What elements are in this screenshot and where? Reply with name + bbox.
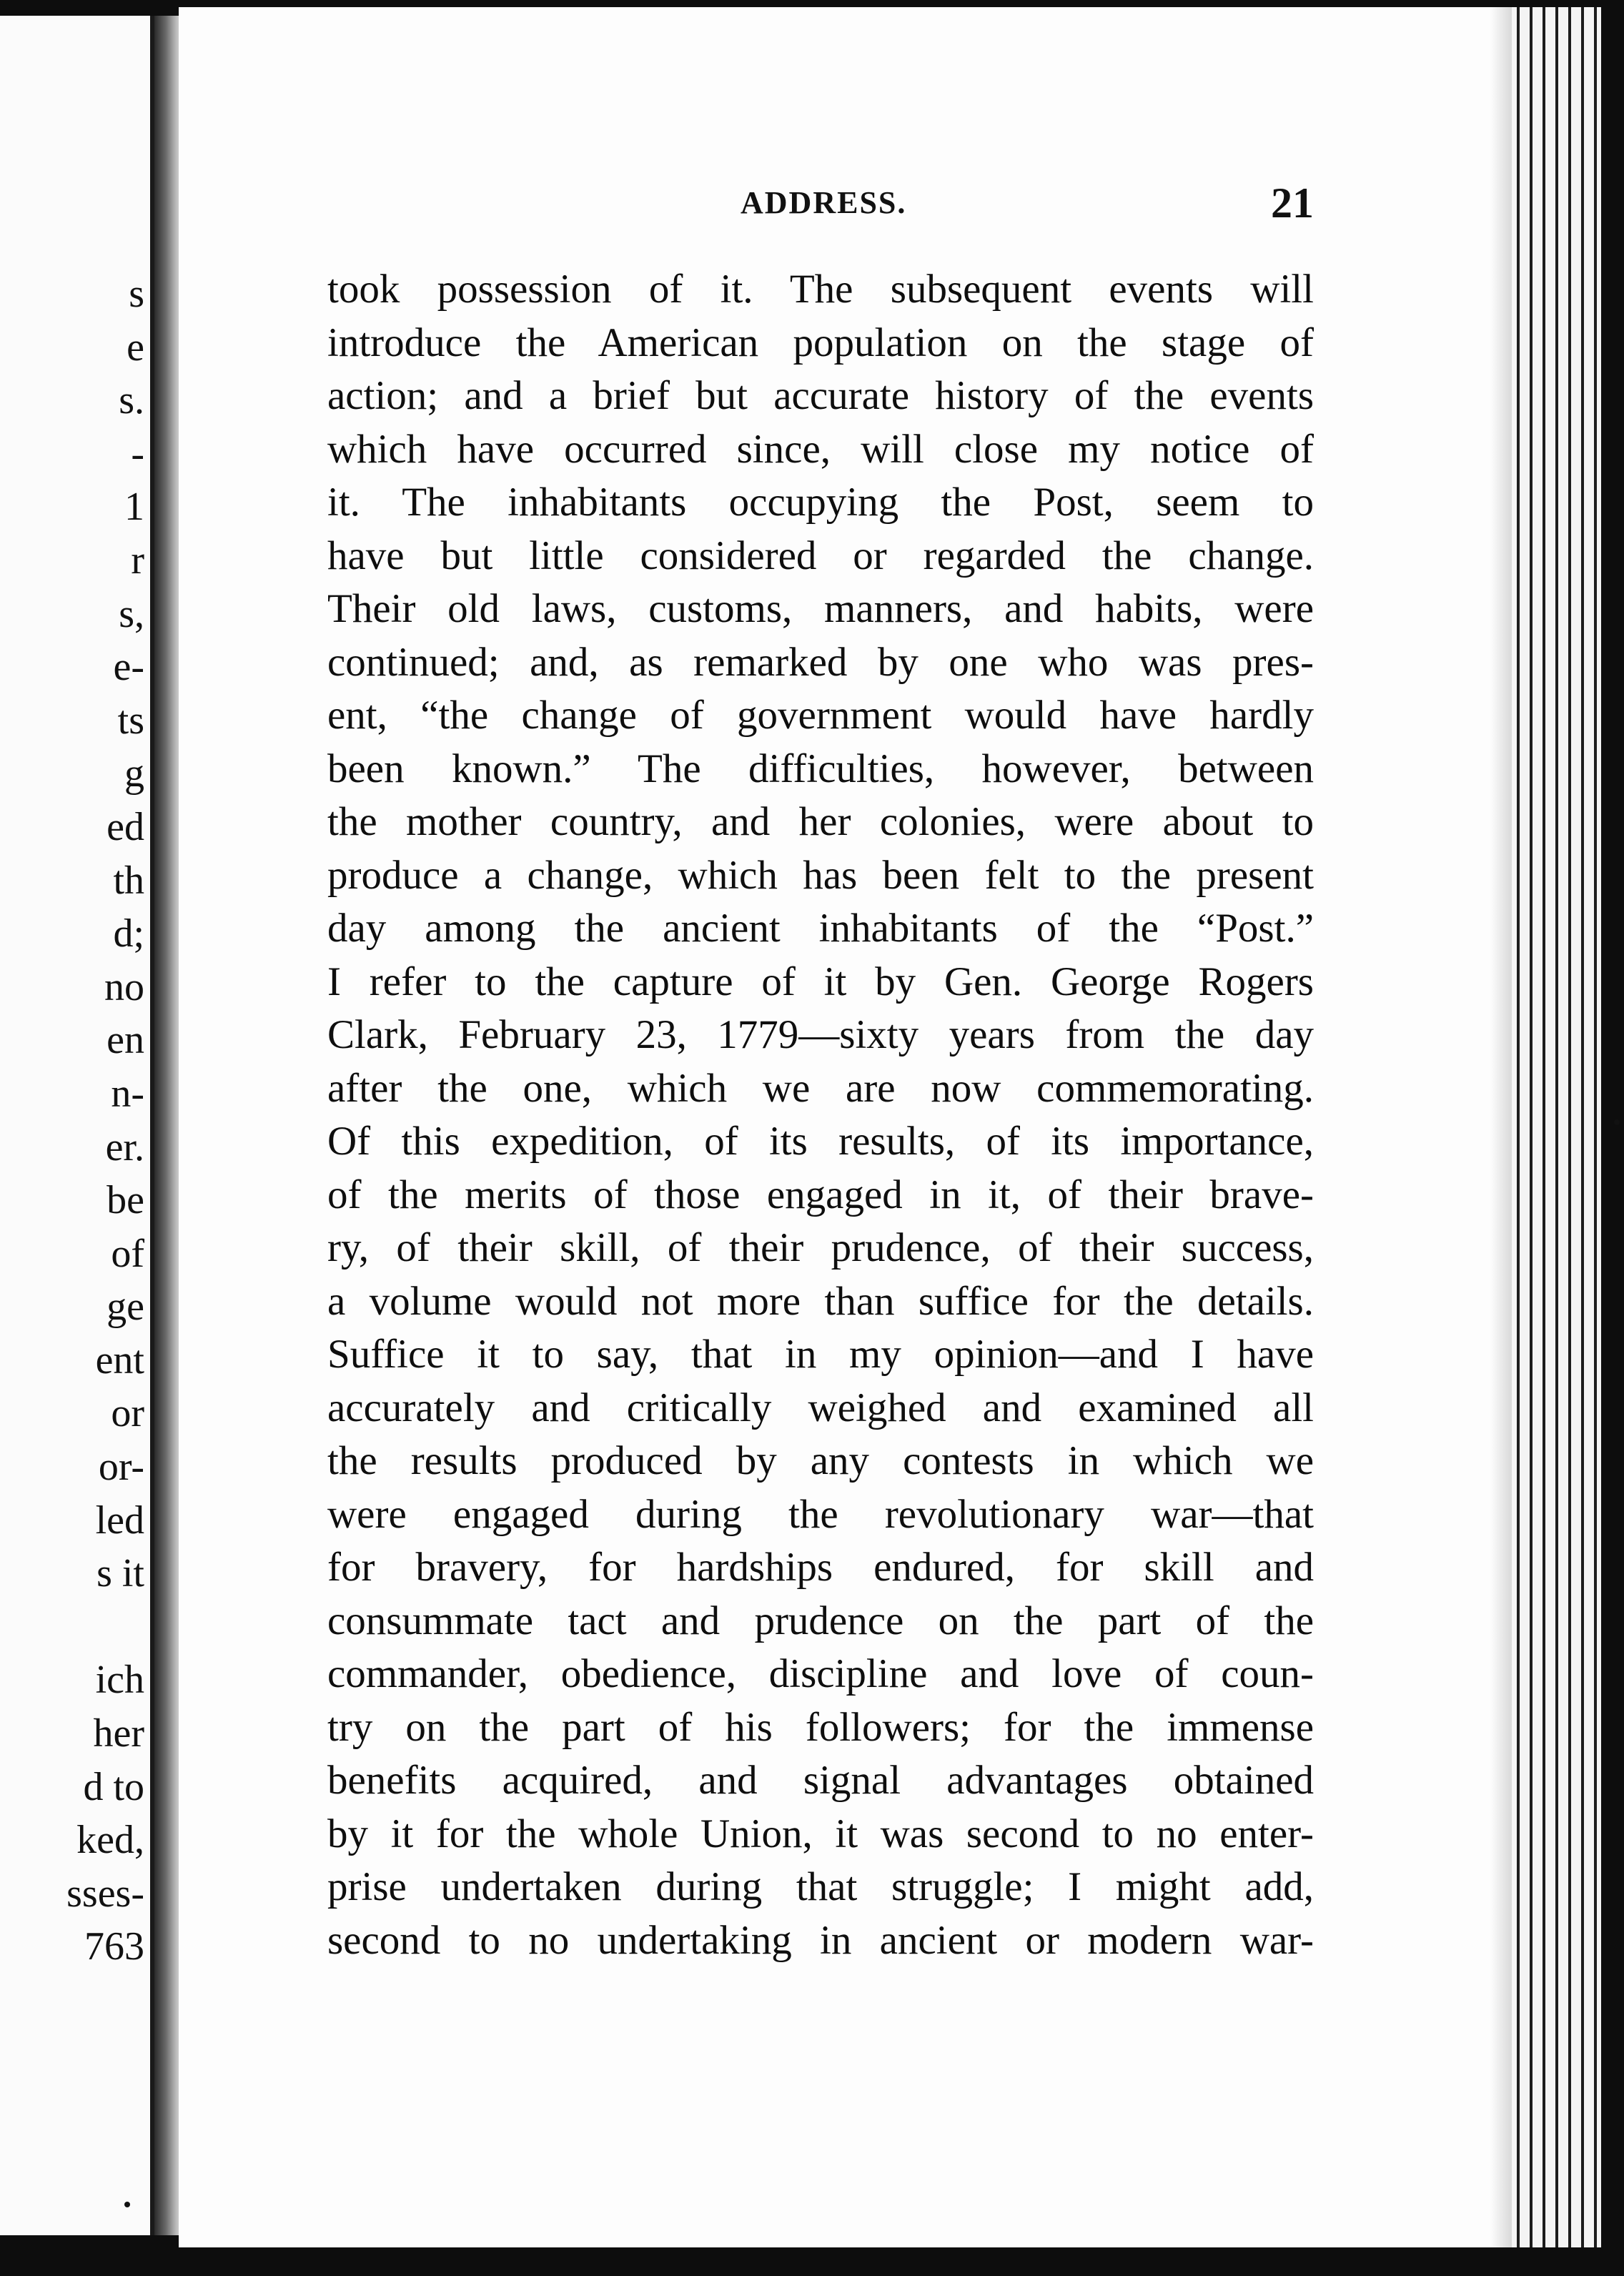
text-line: a volume would not more than suffice for the details. (327, 1278, 1314, 1324)
text-line: for bravery, for hardships endured, for skill and (327, 1545, 1314, 1590)
text-line: continued; and, as remarked by one who was pres- (327, 639, 1314, 685)
text-line: introduce the American population on the stage of (327, 320, 1314, 365)
fragment-line: led (95, 1498, 144, 1543)
text-line: it. The inhabitants occupying the Post, seem to (327, 480, 1314, 525)
facing-page-edge (0, 16, 154, 2235)
fragment-line: s. (119, 378, 144, 423)
text-line: of the merits of those engaged in it, of their brave- (327, 1172, 1314, 1217)
text-line: after the one, which we are now commemorating. (327, 1065, 1314, 1111)
fragment-line: 1 (124, 485, 144, 530)
scan-speck (1614, 1119, 1620, 1125)
fragment-line: of (111, 1231, 144, 1276)
text-line: I refer to the capture of it by Gen. George Rogers (327, 959, 1314, 1004)
fragment-line: ed (107, 804, 144, 849)
fragment-line: 763 (84, 1924, 144, 1969)
fragment-line: n- (111, 1071, 144, 1116)
fragment-line: d to (83, 1764, 144, 1809)
text-line: second to no undertaking in ancient or modern war- (327, 1917, 1314, 1963)
fragment-line: be (107, 1178, 144, 1223)
text-line: benefits acquired, and signal advantages obtained (327, 1758, 1314, 1803)
fragment-line: th (113, 858, 144, 903)
text-line: ent, “the change of government would have hardly (327, 693, 1314, 738)
fragment-line: en (107, 1018, 144, 1063)
text-line: Clark, February 23, 1779—sixty years from the day (327, 1012, 1314, 1057)
fragment-line: s (129, 272, 144, 316)
text-line: been known.” The difficulties, however, between (327, 746, 1314, 791)
text-line: day among the ancient inhabitants of the “Post.” (327, 906, 1314, 951)
text-line: commander, obedience, discipline and love of coun- (327, 1651, 1314, 1696)
fragment-line: - (131, 431, 144, 476)
text-line: the results produced by any contests in which we (327, 1438, 1314, 1483)
page-edge-shade (1490, 7, 1512, 2247)
text-line: Of this expedition, of its results, of its importance, (327, 1119, 1314, 1164)
text-line: which have occurred since, will close my notice of (327, 426, 1314, 472)
fragment-line: s it (96, 1551, 144, 1596)
facing-page-text-fragments (66, 267, 144, 1974)
text-line: have but little considered or regarded the change. (327, 533, 1314, 578)
text-line: prise undertaken during that struggle; I might add, (327, 1864, 1314, 1909)
fragment-line: r (131, 538, 144, 583)
fragment-line: ent (95, 1337, 144, 1382)
text-line: Their old laws, customs, manners, and habits, were (327, 586, 1314, 631)
fragment-line: g (124, 751, 144, 796)
fragment-line: s, (119, 591, 144, 636)
fragment-line: e- (113, 645, 144, 690)
fragment-line: ked, (76, 1818, 144, 1863)
fragment-line (66, 1600, 144, 1654)
scan-speck (124, 2202, 130, 2207)
text-line: accurately and critically weighed and examined all (327, 1385, 1314, 1430)
fragment-line: ich (95, 1658, 144, 1703)
text-line: action; and a brief but accurate history of the events (327, 373, 1314, 418)
fragment-line: ge (107, 1285, 144, 1330)
text-line: produce a change, which has been felt to the present (327, 852, 1314, 898)
fragment-line: no (104, 964, 144, 1009)
running-head: ADDRESS. (741, 185, 907, 220)
text-line: took possession of it. The subsequent events will (327, 267, 1314, 312)
text-line: by it for the whole Union, it was second to no enter- (327, 1811, 1314, 1856)
text-line: the mother country, and her colonies, were about to (327, 799, 1314, 844)
fragment-line: e (127, 325, 144, 370)
text-line: were engaged during the revolutionary war—that (327, 1491, 1314, 1537)
text-line: Suffice it to say, that in my opinion—and I have (327, 1332, 1314, 1377)
fragment-line: sses- (66, 1871, 144, 1916)
text-line: ry, of their skill, of their prudence, of their success, (327, 1225, 1314, 1270)
body-text (327, 263, 1314, 1967)
fragment-line: her (93, 1711, 144, 1756)
fragment-line: ts (117, 698, 144, 743)
fragment-line: d; (113, 911, 144, 956)
text-line: consummate tact and prudence on the part of the (327, 1598, 1314, 1643)
fragment-line: or- (98, 1445, 144, 1490)
page-number: 21 (1271, 179, 1314, 227)
text-line: try on the part of his followers; for the immense (327, 1704, 1314, 1750)
fragment-line: or (111, 1391, 144, 1436)
fragment-line: er. (105, 1124, 144, 1169)
